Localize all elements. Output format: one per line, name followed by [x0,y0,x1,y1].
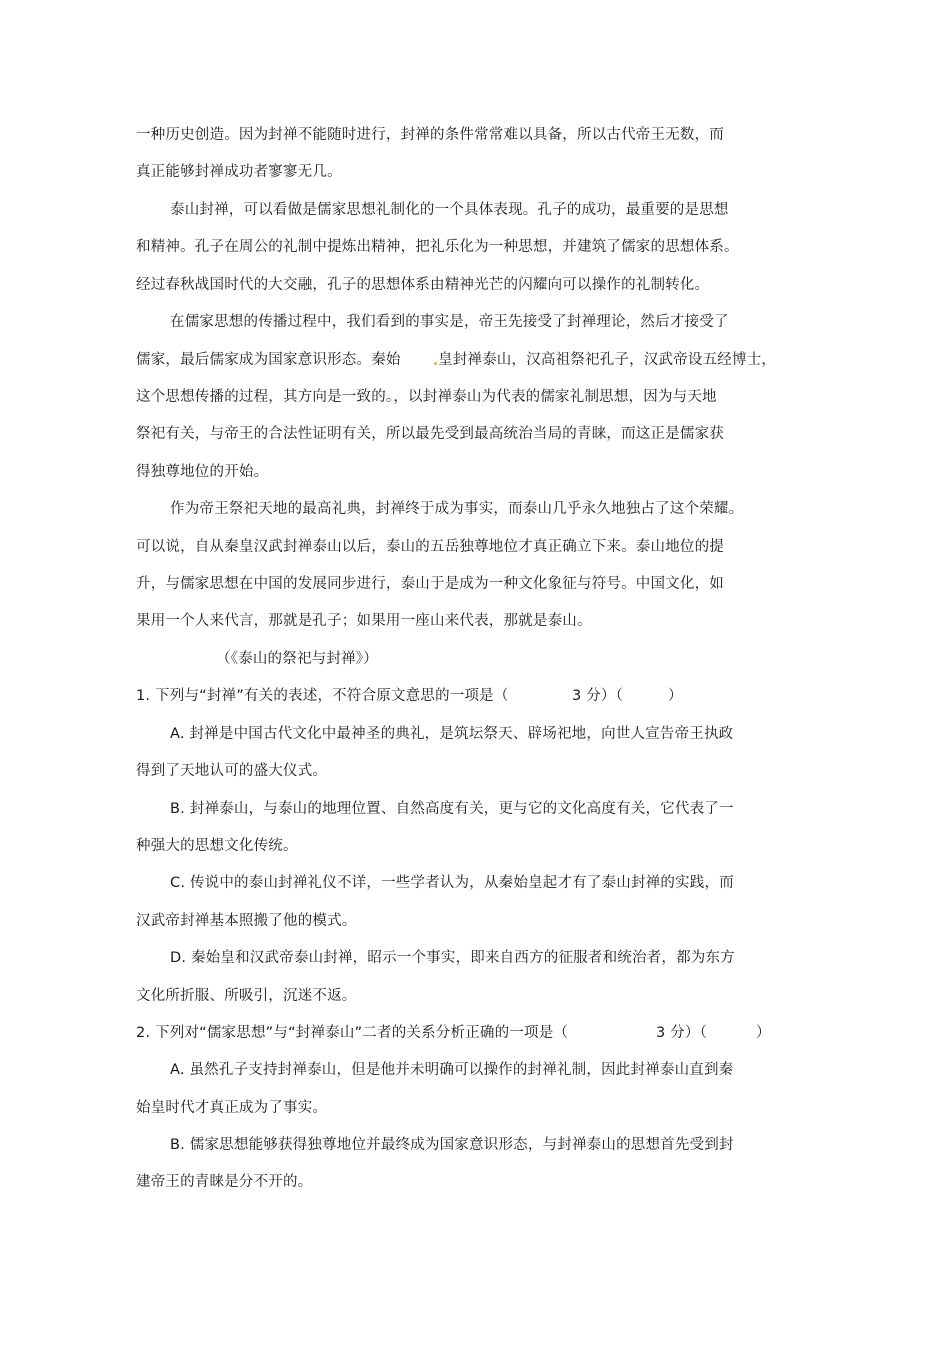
option-a-continued: 得到了天地认可的盛大仪式。 [136,763,328,779]
passage-line: 祭祀有关，与帝王的合法性证明有关，所以最先受到最高统治当局的青睐，而这正是儒家获 [136,426,724,442]
passage-line: 儒家，最后儒家成为国家意识形态。秦始 [136,352,401,368]
option-b-continued: 建帝王的青睐是分不开的。 [136,1174,313,1190]
passage-line: 泰山封禅，可以看做是儒家思想礼制化的一个具体表现。孔子的成功，最重要的是思想 [170,202,729,218]
option-d: D. 秦始皇和汉武帝泰山封禅，昭示一个事实，即来自西方的征服者和统治者，都为东方 [170,950,735,966]
passage-line: 一种历史创造。因为封禅不能随时进行，封禅的条件常常难以具备，所以古代帝王无数，而 [136,127,724,143]
option-c: C. 传说中的泰山封禅礼仪不详，一些学者认为，从秦始皇起才有了泰山封禅的实践，而 [170,875,734,891]
question-score: 3 分）（ [656,1025,708,1041]
answer-paren-close: ） [756,1025,771,1041]
option-b-continued: 种强大的思想文化传统。 [136,838,298,854]
stray-mark [434,362,437,365]
passage-source: （《泰山的祭祀与封禅》） [216,651,378,667]
passage-line: 得独尊地位的开始。 [136,464,269,480]
option-d-continued: 文化所折服、所吸引，沉迷不返。 [136,988,357,1004]
option-a: A. 虽然孔子支持封禅泰山，但是他并未明确可以操作的封禅礼制，因此封禅泰山直到秦 [170,1062,734,1078]
passage-line: 和精神。孔子在周公的礼制中提炼出精神，把礼乐化为一种思想，并建筑了儒家的思想体系。 [136,239,739,255]
option-b: B. 儒家思想能够获得独尊地位并最终成为国家意识形态，与封禅泰山的思想首先受到封 [170,1137,734,1153]
passage-line: 皇封禅泰山，汉高祖祭祀孔子，汉武帝设五经博士， [438,352,777,368]
passage-line: 作为帝王祭祀天地的最高礼典，封禅终于成为事实，而泰山几乎永久地独占了这个荣耀。 [170,501,744,517]
option-a-continued: 始皇时代才真正成为了事实。 [136,1100,328,1116]
passage-line: 真正能够封禅成功者寥寥无几。 [136,164,342,180]
option-a: A. 封禅是中国古代文化中最神圣的典礼，是筑坛祭天、辟场祀地，向世人宣告帝王执政 [170,726,734,742]
question-stem: 2. 下列对“儒家思想”与“封禅泰山”二者的关系分析正确的一项是（ [136,1025,569,1041]
passage-line: 经过春秋战国时代的大交融，孔子的思想体系由精神光芒的闪耀向可以操作的礼制转化。 [136,277,710,293]
passage-line: 可以说，自从秦皇汉武封禅泰山以后，泰山的五岳独尊地位才真正确立下来。泰山地位的提 [136,539,724,555]
passage-line: 升，与儒家思想在中国的发展同步进行，泰山于是成为一种文化象征与符号。中国文化，如 [136,576,724,592]
option-b: B. 封禅泰山，与泰山的地理位置、自然高度有关，更与它的文化高度有关，它代表了一 [170,801,734,817]
passage-line: 这个思想传播的过程，其方向是一致的。，以封禅泰山为代表的儒家礼制思想，因为与天地 [136,389,717,405]
answer-paren-close: ） [668,688,683,704]
passage-line: 果用一个人来代言，那就是孔子；如果用一座山来代表，那就是泰山。 [136,613,592,629]
question-stem: 1. 下列与“封禅”有关的表述，不符合原文意思的一项是（ [136,688,509,704]
option-c-continued: 汉武帝封禅基本照搬了他的模式。 [136,913,357,929]
question-score: 3 分）（ [572,688,624,704]
passage-line: 在儒家思想的传播过程中，我们看到的事实是，帝王先接受了封禅理论，然后才接受了 [170,314,729,330]
